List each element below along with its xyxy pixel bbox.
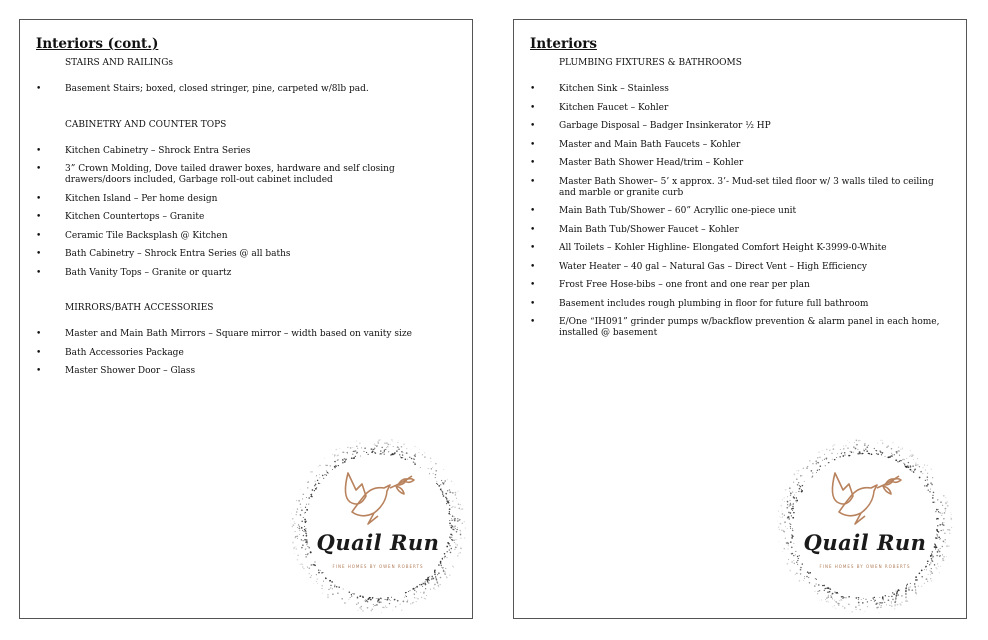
section-title: STAIRS AND RAILINGs bbox=[65, 58, 174, 68]
spec-item bbox=[529, 206, 949, 217]
spec-item-text: Master and Main Bath Faucets – Kohler bbox=[559, 139, 741, 150]
spec-item-text: Water Heater – 40 gal – Natural Gas – Direct Vent – High Efficiency bbox=[559, 261, 867, 272]
bullet-icon: • bbox=[530, 243, 536, 253]
left-content bbox=[35, 58, 455, 385]
spec-item-text: Frost Free Hose-bibs – one front and one rear per plan bbox=[559, 280, 810, 290]
spec-item-text: Kitchen Countertops – Granite bbox=[65, 212, 205, 222]
spec-list bbox=[529, 84, 949, 339]
spec-item-text: Bath Cabinetry – Shrock Entra Series @ all baths bbox=[65, 249, 291, 259]
spec-item bbox=[529, 177, 949, 199]
bullet-icon: • bbox=[530, 224, 536, 235]
spec-item-text: Master Bath Shower– 5’ x approx. 3’- Mud-set tiled floor w/ 3 walls tiled to ceiling and marble or granite curb bbox=[559, 176, 934, 198]
right-content bbox=[529, 58, 949, 347]
logo-name: Quail Run bbox=[316, 530, 440, 555]
spec-item-text: Garbage Disposal – Badger Insinkerator ½ HP bbox=[559, 121, 771, 131]
spec-item bbox=[35, 348, 455, 359]
spec-item-text: Main Bath Tub/Shower – 60” Acryllic one-piece unit bbox=[559, 206, 797, 216]
spec-item bbox=[35, 249, 455, 260]
spec-item bbox=[529, 158, 949, 169]
bullet-icon: • bbox=[36, 249, 42, 259]
section-title: CABINETRY AND COUNTER TOPS bbox=[65, 119, 227, 130]
bullet-icon: • bbox=[36, 267, 42, 278]
bullet-icon: • bbox=[36, 347, 42, 358]
spec-item bbox=[529, 84, 949, 95]
spec-item bbox=[35, 231, 455, 242]
spec-item-text: Basement Stairs; boxed, closed stringer, pine, carpeted w/8lb pad. bbox=[65, 84, 369, 94]
bullet-icon: • bbox=[530, 206, 536, 216]
spec-item bbox=[529, 121, 949, 132]
spec-item bbox=[35, 212, 455, 223]
spec-item-text: 3” Crown Molding, Dove tailed drawer boxes, hardware and self closing drawers/doors included, Garbage roll-out cabinet included bbox=[65, 164, 395, 185]
section-spacer bbox=[35, 286, 455, 303]
bullet-icon: • bbox=[530, 139, 536, 150]
bullet-icon: • bbox=[530, 121, 536, 131]
spec-item-text: Kitchen Island – Per home design bbox=[65, 193, 218, 204]
bullet-icon: • bbox=[36, 84, 42, 94]
quail-run-logo bbox=[777, 438, 953, 614]
bullet-icon: • bbox=[530, 158, 536, 168]
spec-list bbox=[35, 84, 455, 95]
bullet-icon: • bbox=[36, 230, 42, 241]
spec-item-text: Master Shower Door – Glass bbox=[65, 366, 196, 376]
bullet-icon: • bbox=[530, 176, 536, 187]
bullet-icon: • bbox=[36, 212, 42, 222]
section-title: MIRRORS/BATH ACCESSORIES bbox=[65, 303, 214, 313]
spec-item bbox=[35, 84, 455, 95]
bullet-icon: • bbox=[36, 164, 42, 174]
spec-item-text: Kitchen Faucet – Kohler bbox=[559, 102, 669, 113]
logo-emblem-icon bbox=[290, 438, 466, 614]
spec-item bbox=[529, 317, 949, 339]
bullet-icon: • bbox=[530, 280, 536, 290]
spec-item bbox=[35, 366, 455, 377]
right-page bbox=[513, 19, 967, 619]
bullet-icon: • bbox=[36, 366, 42, 376]
spec-list bbox=[35, 146, 455, 279]
spec-item-text: All Toilets – Kohler Highline- Elongated Comfort Height K-3999-0-White bbox=[559, 243, 887, 253]
spec-item-text: Basement includes rough plumbing in floor for future full bathroom bbox=[559, 298, 869, 309]
bullet-icon: • bbox=[36, 329, 42, 339]
spec-item bbox=[35, 268, 455, 279]
spec-item-text: Bath Accessories Package bbox=[65, 347, 184, 358]
spec-item-text: Ceramic Tile Backsplash @ Kitchen bbox=[65, 230, 228, 241]
bullet-icon: • bbox=[530, 102, 536, 113]
bullet-icon: • bbox=[36, 145, 42, 156]
left-page bbox=[19, 19, 473, 619]
bullet-icon: • bbox=[530, 84, 536, 94]
spec-item-text: Kitchen Sink – Stainless bbox=[559, 84, 669, 94]
spec-item-text: Master Bath Shower Head/trim – Kohler bbox=[559, 158, 744, 168]
section-spacer bbox=[35, 103, 455, 120]
spec-item bbox=[35, 146, 455, 157]
spec-item bbox=[35, 164, 455, 186]
spec-item bbox=[529, 299, 949, 310]
section-title: PLUMBING FIXTURES & BATHROOMS bbox=[559, 58, 742, 68]
page-heading: Interiors (cont.) bbox=[36, 36, 159, 52]
spec-item-text: Master and Main Bath Mirrors – Square mirror – width based on vanity size bbox=[65, 329, 412, 339]
spec-item-text: Kitchen Cabinetry – Shrock Entra Series bbox=[65, 145, 251, 156]
spec-item-text: Bath Vanity Tops – Granite or quartz bbox=[65, 267, 232, 278]
bullet-icon: • bbox=[530, 261, 536, 272]
spec-item bbox=[529, 140, 949, 151]
spec-item bbox=[35, 194, 455, 205]
spec-item bbox=[529, 280, 949, 291]
bullet-icon: • bbox=[36, 193, 42, 204]
page-heading: Interiors bbox=[530, 36, 597, 52]
spec-item bbox=[529, 243, 949, 254]
spec-item bbox=[35, 329, 455, 340]
logo-emblem-icon bbox=[777, 438, 953, 614]
spec-item bbox=[529, 103, 949, 114]
spec-item-text: Main Bath Tub/Shower Faucet – Kohler bbox=[559, 224, 739, 235]
spec-item-text: E/One “IH091” grinder pumps w/backflow prevention & alarm panel in each home, installed @ basement bbox=[559, 317, 940, 338]
logo-name: Quail Run bbox=[803, 530, 927, 555]
spec-item bbox=[529, 262, 949, 273]
spec-list bbox=[35, 329, 455, 377]
bullet-icon: • bbox=[530, 298, 536, 309]
logo-tagline: FINE HOMES BY OWEN ROBERTS bbox=[332, 564, 424, 569]
bullet-icon: • bbox=[530, 317, 536, 327]
logo-tagline: FINE HOMES BY OWEN ROBERTS bbox=[819, 564, 911, 569]
spec-item bbox=[529, 225, 949, 236]
quail-run-logo bbox=[290, 438, 466, 614]
